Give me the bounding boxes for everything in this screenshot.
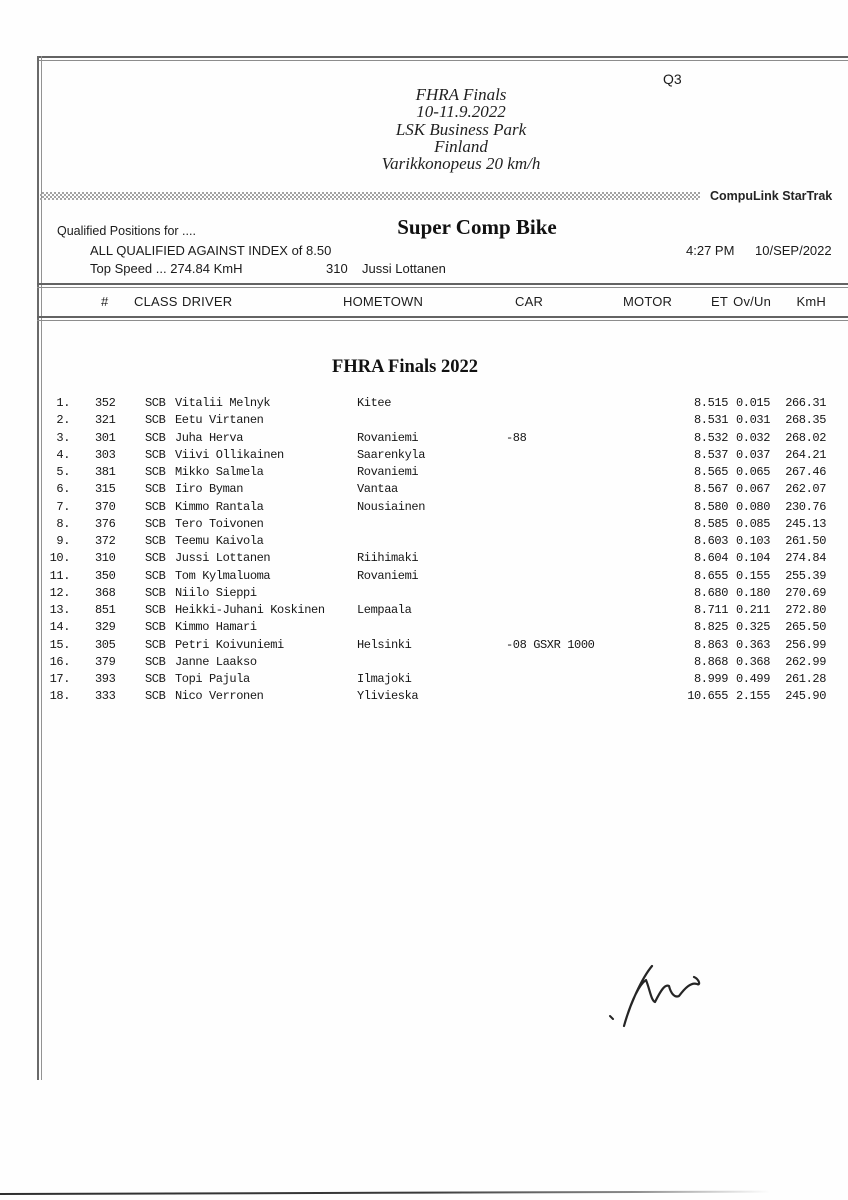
cell-class: SCB — [145, 482, 166, 497]
cell-class: SCB — [145, 413, 166, 428]
cell-kmh: 268.02 — [785, 430, 826, 445]
cell-hometown: Ilmajoki — [357, 672, 412, 686]
cell-class: SCB — [145, 516, 166, 531]
cell-class: SCB — [145, 430, 166, 445]
cell-ovun: 0.499 — [735, 672, 770, 686]
cell-et: 8.585 — [693, 516, 728, 531]
event-paddock-speed: Varikkonopeus 20 km/h — [381, 154, 541, 174]
cell-hometown: Ylivieska — [357, 689, 419, 704]
cell-class: SCB — [145, 465, 166, 479]
cell-driver: Niilo Sieppi — [175, 585, 257, 600]
cell-driver: Tom Kylmaluoma — [175, 568, 271, 583]
cell-rank: 9. — [56, 534, 70, 548]
top-speed-line — [90, 261, 446, 276]
table-title: FHRA Finals 2022 — [332, 357, 478, 377]
cell-rank: 3. — [56, 430, 70, 445]
cell-hometown: Vantaa — [357, 482, 398, 497]
results-rows — [0, 396, 848, 707]
cell-et: 8.999 — [693, 672, 728, 686]
column-header-et: ET — [710, 294, 728, 309]
cell-ovun: 0.067 — [735, 482, 770, 497]
cell-kmh: 262.99 — [785, 654, 826, 669]
cell-hometown: Rovaniemi — [357, 430, 419, 445]
column-header-kmh: KmH — [796, 294, 826, 309]
cell-et: 8.680 — [693, 585, 728, 600]
cell-kmh: 230.76 — [785, 499, 826, 514]
table-row — [0, 551, 848, 568]
cell-et: 8.567 — [693, 482, 728, 497]
cell-ovun: 0.180 — [735, 585, 770, 600]
session-label: Q3 — [663, 71, 682, 87]
cell-driver: Tero Toivonen — [175, 516, 264, 531]
table-row — [0, 465, 848, 482]
event-country: Finland — [434, 136, 488, 156]
cell-kmh: 268.35 — [785, 413, 826, 428]
table-row — [0, 638, 848, 655]
cell-kmh: 274.84 — [785, 551, 826, 566]
column-header-hometown: HOMETOWN — [343, 294, 424, 309]
cell-kmh: 264.21 — [785, 447, 826, 462]
cell-et: 8.580 — [693, 499, 728, 514]
cell-et: 8.868 — [693, 654, 728, 669]
cell-ovun: 0.015 — [735, 396, 770, 410]
event-header — [382, 86, 541, 172]
cell-num: 333 — [95, 689, 116, 704]
cell-rank: 13. — [49, 603, 70, 617]
cell-num: 381 — [95, 465, 116, 479]
table-row — [0, 413, 848, 430]
dotted-separator — [40, 192, 700, 200]
cell-class: SCB — [145, 499, 166, 514]
print-time: 4:27 PM — [686, 243, 735, 258]
cell-driver: Jussi Lottanen — [175, 551, 271, 566]
cell-num: 393 — [95, 672, 116, 686]
cell-num: 329 — [95, 620, 116, 635]
cell-num: 301 — [95, 430, 116, 445]
cell-driver: Topi Pajula — [175, 672, 250, 686]
cell-rank: 11. — [49, 568, 70, 583]
cell-hometown: Nousiainen — [357, 499, 426, 514]
cell-ovun: 0.104 — [735, 551, 770, 566]
cell-driver: Mikko Salmela — [175, 465, 264, 479]
table-row — [0, 586, 848, 603]
table-row — [0, 431, 848, 448]
cell-num: 368 — [95, 585, 116, 600]
table-row — [0, 448, 848, 465]
cell-rank: 1. — [56, 396, 70, 410]
cell-class: SCB — [145, 585, 166, 600]
cell-kmh: 270.69 — [785, 585, 826, 600]
cell-hometown: Saarenkyla — [357, 447, 426, 462]
cell-class: SCB — [145, 551, 166, 566]
cell-driver: Heikki-Juhani Koskinen — [175, 603, 325, 617]
cell-rank: 5. — [56, 465, 70, 479]
cell-car: -08 GSXR 1000 — [506, 637, 595, 652]
cell-num: 352 — [95, 396, 116, 410]
cell-num: 370 — [95, 499, 116, 514]
cell-rank: 7. — [56, 499, 70, 514]
cell-kmh: 272.80 — [785, 603, 826, 617]
timing-brand: CompuLink StarTrak — [710, 189, 833, 203]
cell-et: 10.655 — [687, 689, 728, 704]
column-header-motor: MOTOR — [623, 294, 673, 309]
cell-ovun: 0.363 — [735, 637, 770, 652]
cell-num: 305 — [95, 637, 116, 652]
print-date: 10/SEP/2022 — [755, 243, 832, 258]
cell-rank: 4. — [56, 447, 70, 462]
cell-ovun: 0.085 — [735, 516, 770, 531]
cell-class: SCB — [145, 568, 166, 583]
cell-kmh: 262.07 — [785, 482, 826, 497]
cell-ovun: 0.031 — [735, 413, 770, 428]
frame-top-line-outer — [37, 56, 848, 58]
cell-driver: Janne Laakso — [175, 654, 257, 669]
cell-num: 315 — [95, 482, 116, 497]
cell-ovun: 0.103 — [735, 534, 770, 548]
cell-et: 8.532 — [693, 430, 728, 445]
cell-et: 8.531 — [693, 413, 728, 428]
cell-rank: 10. — [49, 551, 70, 566]
header-band-top-outer — [37, 283, 848, 285]
scan-edge-line — [0, 1191, 770, 1195]
cell-ovun: 0.037 — [735, 447, 770, 462]
table-row — [0, 500, 848, 517]
table-row — [0, 534, 848, 551]
cell-hometown: Helsinki — [357, 637, 412, 652]
cell-kmh: 265.50 — [785, 620, 826, 635]
column-header-car: CAR — [515, 294, 544, 309]
cell-kmh: 256.99 — [785, 637, 826, 652]
cell-ovun: 0.065 — [735, 465, 770, 479]
cell-et: 8.604 — [693, 551, 728, 566]
column-header-class: CLASS — [134, 294, 178, 309]
table-row — [0, 603, 848, 620]
cell-class: SCB — [145, 654, 166, 669]
cell-et: 8.565 — [693, 465, 728, 479]
cell-hometown: Riihimaki — [357, 551, 419, 566]
cell-hometown: Rovaniemi — [357, 465, 419, 479]
event-dates: 10-11.9.2022 — [416, 102, 506, 122]
cell-num: 310 — [95, 551, 116, 566]
index-line: ALL QUALIFIED AGAINST INDEX of 8.50 — [90, 243, 332, 258]
cell-driver: Petri Koivuniemi — [175, 637, 284, 652]
cell-driver: Iiro Byman — [175, 482, 244, 497]
cell-ovun: 0.325 — [735, 620, 770, 635]
column-header-number: # — [101, 294, 109, 309]
frame-top-line-inner — [37, 60, 848, 61]
cell-class: SCB — [145, 534, 166, 548]
cell-rank: 17. — [49, 672, 70, 686]
table-row — [0, 396, 848, 413]
cell-kmh: 245.13 — [785, 516, 826, 531]
table-row — [0, 482, 848, 499]
cell-driver: Vitalii Melnyk — [175, 396, 271, 410]
cell-ovun: 2.155 — [735, 689, 770, 704]
cell-num: 376 — [95, 516, 116, 531]
cell-class: SCB — [145, 637, 166, 652]
cell-et: 8.863 — [693, 637, 728, 652]
cell-ovun: 0.368 — [735, 654, 770, 669]
cell-class: SCB — [145, 620, 166, 635]
cell-class: SCB — [145, 689, 166, 704]
cell-ovun: 0.211 — [735, 603, 770, 617]
cell-et: 8.515 — [693, 396, 728, 410]
cell-rank: 15. — [49, 637, 70, 652]
table-row — [0, 517, 848, 534]
cell-et: 8.825 — [693, 620, 728, 635]
cell-driver: Viivi Ollikainen — [175, 447, 284, 462]
table-row — [0, 689, 848, 706]
cell-driver: Kimmo Rantala — [175, 499, 264, 514]
cell-rank: 8. — [56, 516, 70, 531]
event-venue: LSK Business Park — [395, 119, 527, 139]
cell-driver: Eetu Virtanen — [175, 413, 264, 428]
column-header-ovun: Ov/Un — [733, 294, 771, 309]
cell-num: 851 — [95, 603, 116, 617]
cell-kmh: 255.39 — [785, 568, 826, 583]
cell-car: -88 — [506, 430, 527, 445]
signature-scribble — [590, 950, 720, 1040]
cell-driver: Kimmo Hamari — [175, 620, 257, 635]
cell-rank: 2. — [56, 413, 70, 428]
cell-class: SCB — [145, 672, 166, 686]
cell-ovun: 0.032 — [735, 430, 770, 445]
cell-et: 8.655 — [693, 568, 728, 583]
cell-kmh: 266.31 — [785, 396, 826, 410]
cell-kmh: 245.90 — [785, 689, 826, 704]
table-row — [0, 672, 848, 689]
cell-hometown: Kitee — [357, 396, 392, 410]
cell-num: 350 — [95, 568, 116, 583]
top-speed-holder-name: Jussi Lottanen — [362, 261, 446, 276]
cell-class: SCB — [145, 447, 166, 462]
cell-ovun: 0.155 — [735, 568, 770, 583]
cell-num: 379 — [95, 654, 116, 669]
cell-hometown: Rovaniemi — [357, 568, 419, 583]
cell-rank: 6. — [56, 482, 70, 497]
top-speed-label: Top Speed ... 274.84 KmH — [90, 261, 243, 276]
table-row — [0, 569, 848, 586]
cell-driver: Juha Herva — [175, 430, 244, 445]
cell-class: SCB — [145, 396, 166, 410]
cell-class: SCB — [145, 603, 166, 617]
cell-kmh: 267.46 — [785, 465, 826, 479]
cell-kmh: 261.50 — [785, 534, 826, 548]
column-header-driver: DRIVER — [182, 294, 233, 309]
cell-et: 8.603 — [693, 534, 728, 548]
header-band-top-inner — [37, 287, 848, 288]
cell-num: 321 — [95, 413, 116, 428]
event-name: FHRA Finals — [415, 85, 507, 104]
cell-et: 8.537 — [693, 447, 728, 462]
cell-rank: 12. — [49, 585, 70, 600]
cell-rank: 14. — [49, 620, 70, 635]
cell-driver: Teemu Kaivola — [175, 534, 264, 548]
header-band-bottom-inner — [37, 320, 848, 321]
cell-num: 372 — [95, 534, 116, 548]
table-row — [0, 620, 848, 637]
cell-rank: 16. — [49, 654, 70, 669]
category-title: Super Comp Bike — [397, 215, 557, 239]
header-band-bottom-outer — [37, 316, 848, 318]
cell-driver: Nico Verronen — [175, 689, 264, 704]
top-speed-holder-number: 310 — [326, 261, 348, 276]
cell-rank: 18. — [49, 689, 70, 704]
cell-hometown: Lempaala — [357, 603, 412, 617]
cell-kmh: 261.28 — [785, 672, 826, 686]
cell-et: 8.711 — [693, 603, 728, 617]
cell-ovun: 0.080 — [735, 499, 770, 514]
cell-num: 303 — [95, 447, 116, 462]
qualified-positions-label: Qualified Positions for .... — [57, 224, 196, 238]
table-row — [0, 655, 848, 672]
